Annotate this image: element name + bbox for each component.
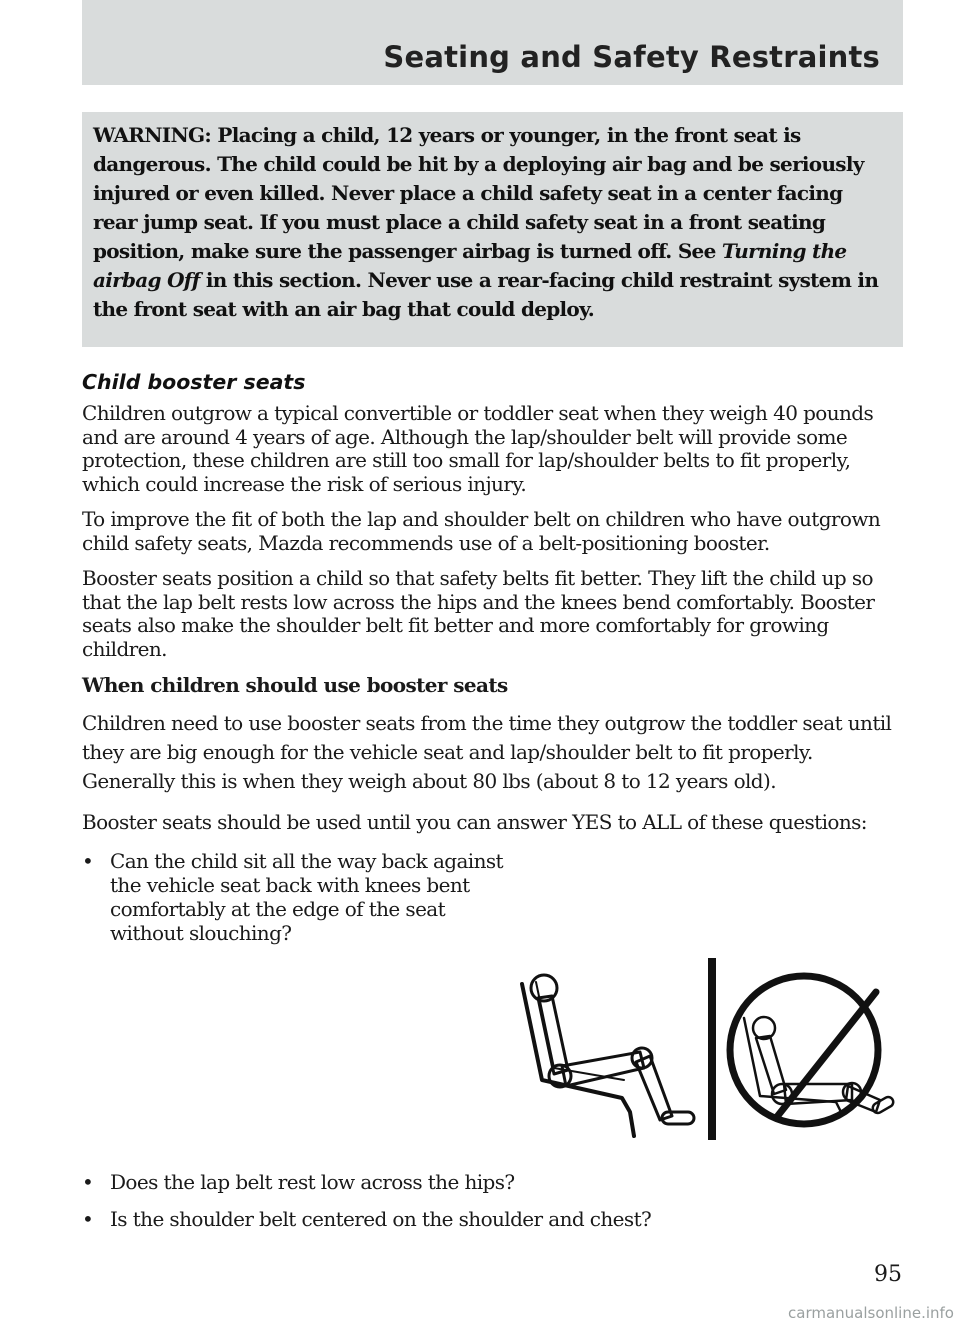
- warning-box: [82, 112, 903, 347]
- booster-seat-illustration: [512, 952, 902, 1144]
- warning-text-part2: in this section. Never use a rear-facing child restraint system in the front seat with an air bag that could deploy.: [93, 268, 879, 321]
- page-header-title: Seating and Safety Restraints: [383, 40, 880, 74]
- bullet-dot: •: [82, 1207, 94, 1231]
- bullet-item: [82, 1207, 651, 1231]
- paragraph: Children outgrow a typical convertible or toddler seat when they weigh 40 pounds and are around 4 years of age. Although the lap/shoulder belt will provide some protection, these children are still too small for lap/shoulder belts to fit properly, which could increase the risk of serious injury.: [82, 401, 874, 496]
- section-heading: Child booster seats: [82, 370, 306, 394]
- bullet-text: Can the child sit all the way back against the vehicle seat back with knees bent comfortably at the edge of the seat without slouching?: [110, 849, 503, 945]
- bullet-text: Does the lap belt rest low across the hips?: [110, 1170, 515, 1194]
- page-number: 95: [874, 1262, 902, 1287]
- paragraph: Booster seats should be used until you can answer YES to ALL of these questions:: [82, 810, 867, 834]
- bullet-dot: •: [82, 1170, 94, 1194]
- paragraph: To improve the fit of both the lap and shoulder belt on children who have outgrown child safety seats, Mazda recommends use of a belt-positioning booster.: [82, 507, 881, 555]
- child-slouching-prohibited-icon: [730, 976, 895, 1124]
- bullet-text: Is the shoulder belt centered on the shoulder and chest?: [110, 1207, 652, 1231]
- warning-text: [93, 121, 891, 324]
- bullet-item: [82, 1170, 515, 1194]
- paragraph: Children need to use booster seats from the time they outgrow the toddler seat until they are big enough for the vehicle seat and lap/shoulder belt to fit properly. Generally this is when they weigh about 80 lbs (about 8 to 12 years old).: [82, 711, 892, 793]
- warning-text-part1: WARNING: Placing a child, 12 years or younger, in the front seat is dangerous. The child could be hit by a deploying air bag and be seriously injured or even killed. Never place a child safety seat in a center facing rear jump seat. If you must place a child safety seat in a front seating position, make sure the passenger airbag is turned off. See: [93, 123, 864, 263]
- warning-reference: Turning the airbag Off: [93, 239, 847, 292]
- child-seated-correctly-icon: [522, 975, 694, 1136]
- bullet-item: [82, 849, 903, 945]
- paragraph: Booster seats position a child so that safety belts fit better. They lift the child up so that the lap belt rests low across the hips and the knees bend comfortably. Booster seats also make the shoulder belt fit better and more comfortably for growing children.: [82, 566, 875, 661]
- watermark: carmanualsonline.info: [788, 1304, 954, 1322]
- bullet-dot: •: [82, 849, 94, 873]
- main-content: [82, 370, 903, 1231]
- subheading: When children should use booster seats: [82, 673, 508, 697]
